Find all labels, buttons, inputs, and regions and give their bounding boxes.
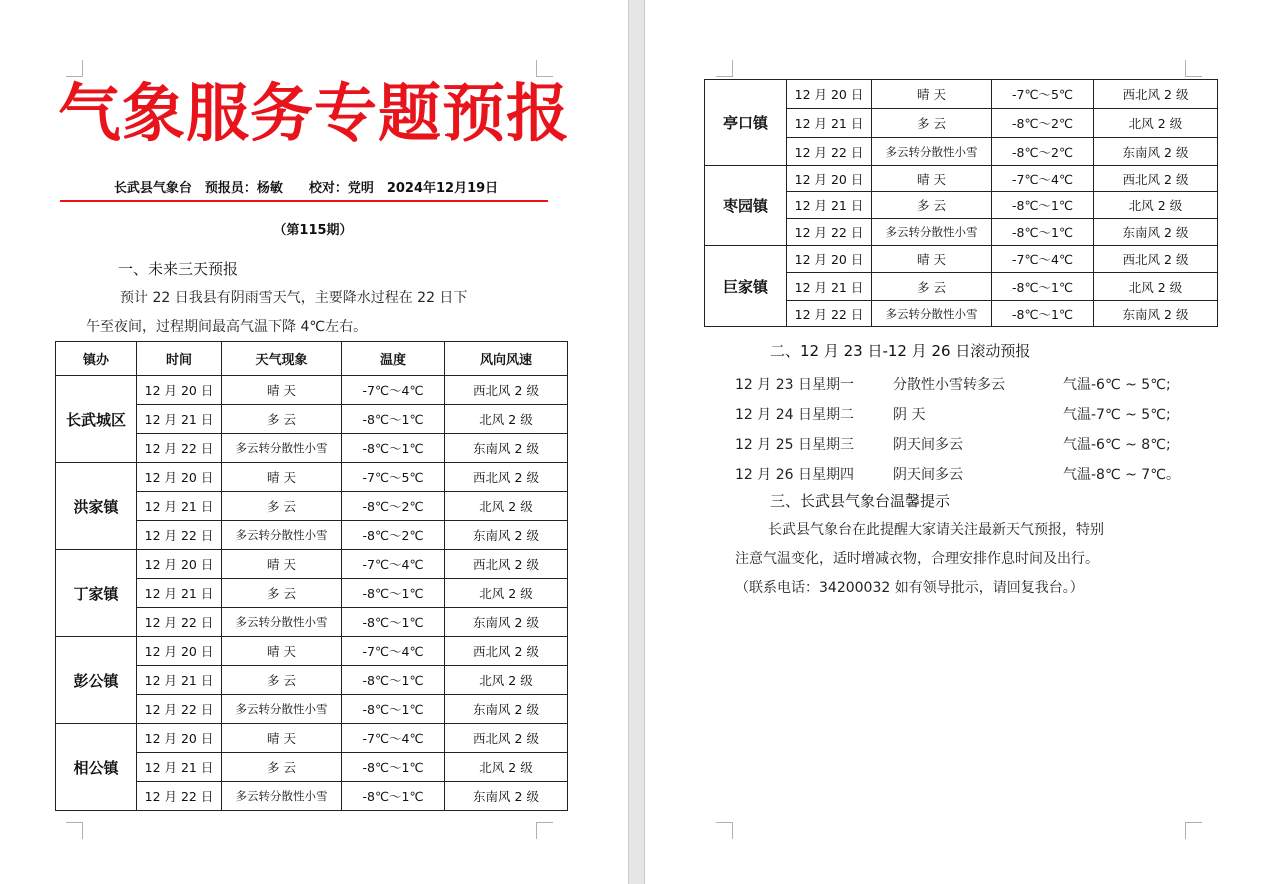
table-row [56,637,568,666]
temperature-cell: -7℃～4℃ [342,724,445,753]
forecast-text-line-2: 午至夜间，过程期间最高气温下降 4℃左右。 [86,319,368,335]
wind-cell: 北风 2 级 [1094,109,1218,138]
temperature-cell: -7℃～5℃ [992,80,1094,109]
rolling-weather: 阴 天 [893,407,926,423]
rolling-date: 12 月 24 日星期二 [735,407,854,423]
date-cell: 12 月 20 日 [787,166,872,192]
weather-cell: 多云转分散性小雪 [222,434,342,463]
date-cell: 12 月 21 日 [137,492,222,521]
forecast-table-left [55,341,568,811]
wind-cell: 东南风 2 级 [445,434,568,463]
forecast-table-right [704,79,1218,327]
wind-cell: 北风 2 级 [1094,192,1218,219]
temperature-cell: -7℃～4℃ [992,166,1094,192]
crop-mark [716,822,733,839]
temperature-cell: -8℃～1℃ [342,579,445,608]
column-header: 风向风速 [445,342,568,376]
rolling-weather: 阴天间多云 [893,437,963,453]
town-name: 巨家镇 [705,246,787,327]
byline: 长武县气象台 预报员：杨敏 校对：党明 2024年12月19日 [113,181,499,196]
temperature-cell: -8℃～2℃ [992,109,1094,138]
weather-cell: 多 云 [222,579,342,608]
temperature-cell: -8℃～1℃ [342,782,445,811]
temperature-cell: -8℃～2℃ [992,138,1094,166]
weather-cell: 多云转分散性小雪 [222,608,342,637]
section-1-heading: 一、未来三天预报 [118,260,239,278]
crop-mark [66,822,83,839]
town-name: 彭公镇 [56,637,137,724]
weather-cell: 晴 天 [872,166,992,192]
rolling-temperature: 气温-6℃ ~ 5℃; [1063,377,1171,393]
wind-cell: 北风 2 级 [445,666,568,695]
page-gutter [628,0,645,884]
rolling-forecast-row [735,430,1205,460]
temperature-cell: -8℃～1℃ [992,273,1094,301]
wind-cell: 东南风 2 级 [445,782,568,811]
wind-cell: 东南风 2 级 [445,608,568,637]
temperature-cell: -7℃～4℃ [992,246,1094,273]
weather-cell: 多 云 [872,109,992,138]
date-cell: 12 月 22 日 [787,301,872,327]
wind-cell: 西北风 2 级 [445,376,568,405]
weather-cell: 多 云 [222,405,342,434]
table-row [56,550,568,579]
date-cell: 12 月 22 日 [137,695,222,724]
weather-cell: 晴 天 [222,724,342,753]
temperature-cell: -8℃～1℃ [342,695,445,724]
wind-cell: 北风 2 级 [445,753,568,782]
wind-cell: 西北风 2 级 [1094,80,1218,109]
reminder-contact-line: （联系电话：34200032 如有领导批示，请回复我台。） [735,580,1084,596]
masthead-title: 气象服务专题预报 [58,76,570,150]
rolling-forecast-row [735,370,1205,400]
date-cell: 12 月 20 日 [787,246,872,273]
weather-cell: 多云转分散性小雪 [222,695,342,724]
table-header-row [56,342,568,376]
forecast-text-line-1: 预计 22 日我县有阴雨雪天气，主要降水过程在 22 日下 [120,290,468,306]
weather-cell: 晴 天 [872,246,992,273]
table-row [705,166,1218,192]
rolling-date: 12 月 26 日星期四 [735,467,854,483]
wind-cell: 西北风 2 级 [445,463,568,492]
rolling-temperature: 气温-6℃ ~ 8℃; [1063,437,1171,453]
temperature-cell: -7℃～4℃ [342,637,445,666]
date-cell: 12 月 22 日 [137,434,222,463]
weather-cell: 晴 天 [222,637,342,666]
temperature-cell: -8℃～1℃ [342,753,445,782]
weather-cell: 多云转分散性小雪 [872,219,992,246]
wind-cell: 东南风 2 级 [445,695,568,724]
wind-cell: 东南风 2 级 [1094,301,1218,327]
date-cell: 12 月 20 日 [137,724,222,753]
date-cell: 12 月 21 日 [787,109,872,138]
column-header: 天气现象 [222,342,342,376]
weather-cell: 晴 天 [222,550,342,579]
temperature-cell: -8℃～1℃ [342,434,445,463]
temperature-cell: -8℃～1℃ [992,301,1094,327]
town-name: 丁家镇 [56,550,137,637]
wind-cell: 北风 2 级 [445,492,568,521]
temperature-cell: -7℃～5℃ [342,463,445,492]
column-header: 时间 [137,342,222,376]
crop-mark [536,822,553,839]
rolling-weather: 阴天间多云 [893,467,963,483]
weather-cell: 晴 天 [222,376,342,405]
temperature-cell: -7℃～4℃ [342,550,445,579]
table-row [56,724,568,753]
temperature-cell: -8℃～1℃ [342,405,445,434]
crop-mark [1185,822,1202,839]
weather-cell: 多云转分散性小雪 [872,301,992,327]
temperature-cell: -8℃～2℃ [342,492,445,521]
date-cell: 12 月 22 日 [137,608,222,637]
weather-cell: 晴 天 [222,463,342,492]
date-cell: 12 月 20 日 [137,637,222,666]
date-cell: 12 月 21 日 [787,192,872,219]
document-page-left [0,0,628,884]
column-header: 温度 [342,342,445,376]
date-cell: 12 月 22 日 [137,782,222,811]
rolling-weather: 分散性小雪转多云 [893,377,1005,393]
weather-cell: 多云转分散性小雪 [872,138,992,166]
wind-cell: 北风 2 级 [445,405,568,434]
wind-cell: 西北风 2 级 [1094,166,1218,192]
date-cell: 12 月 20 日 [137,376,222,405]
weather-cell: 多 云 [872,192,992,219]
temperature-cell: -8℃～1℃ [992,219,1094,246]
wind-cell: 西北风 2 级 [445,724,568,753]
temperature-cell: -7℃～4℃ [342,376,445,405]
temperature-cell: -8℃～1℃ [992,192,1094,219]
weather-cell: 多 云 [872,273,992,301]
wind-cell: 西北风 2 级 [445,550,568,579]
temperature-cell: -8℃～2℃ [342,521,445,550]
table-row [56,376,568,405]
wind-cell: 西北风 2 级 [445,637,568,666]
date-cell: 12 月 20 日 [137,463,222,492]
date-cell: 12 月 21 日 [137,666,222,695]
wind-cell: 东南风 2 级 [1094,138,1218,166]
crop-mark [1185,60,1202,77]
issue-number: （第115期） [273,223,353,238]
rolling-temperature: 气温-8℃ ~ 7℃。 [1063,467,1180,483]
crop-mark [716,60,733,77]
weather-cell: 多 云 [222,666,342,695]
date-cell: 12 月 21 日 [137,579,222,608]
town-name: 长武城区 [56,376,137,463]
date-cell: 12 月 21 日 [137,753,222,782]
table-row [705,80,1218,109]
weather-cell: 多 云 [222,753,342,782]
section-3-heading: 三、长武县气象台温馨提示 [770,492,951,510]
weather-cell: 晴 天 [872,80,992,109]
wind-cell: 东南风 2 级 [1094,219,1218,246]
weather-cell: 多云转分散性小雪 [222,521,342,550]
weather-cell: 多 云 [222,492,342,521]
wind-cell: 东南风 2 级 [445,521,568,550]
date-cell: 12 月 21 日 [137,405,222,434]
weather-cell: 多云转分散性小雪 [222,782,342,811]
rolling-date: 12 月 23 日星期一 [735,377,854,393]
town-name: 相公镇 [56,724,137,811]
section-2-heading: 二、12 月 23 日-12 月 26 日滚动预报 [770,342,1031,360]
temperature-cell: -8℃～1℃ [342,608,445,637]
temperature-cell: -8℃～1℃ [342,666,445,695]
rolling-forecast-row [735,400,1205,430]
rolling-date: 12 月 25 日星期三 [735,437,854,453]
rolling-forecast-row [735,460,1205,490]
rolling-forecast-list [735,370,1205,490]
wind-cell: 西北风 2 级 [1094,246,1218,273]
town-name: 洪家镇 [56,463,137,550]
reminder-line-2: 注意气温变化，适时增减衣物，合理安排作息时间及出行。 [735,551,1099,567]
town-name: 亭口镇 [705,80,787,166]
wind-cell: 北风 2 级 [1094,273,1218,301]
column-header: 镇办 [56,342,137,376]
reminder-line-1: 长武县气象台在此提醒大家请关注最新天气预报，特别 [768,522,1104,538]
date-cell: 12 月 21 日 [787,273,872,301]
date-cell: 12 月 20 日 [137,550,222,579]
date-cell: 12 月 22 日 [787,219,872,246]
date-cell: 12 月 22 日 [137,521,222,550]
table-row [705,246,1218,273]
wind-cell: 北风 2 级 [445,579,568,608]
table-row [56,463,568,492]
date-cell: 12 月 20 日 [787,80,872,109]
date-cell: 12 月 22 日 [787,138,872,166]
rolling-temperature: 气温-7℃ ~ 5℃; [1063,407,1171,423]
red-divider [60,200,548,202]
town-name: 枣园镇 [705,166,787,246]
